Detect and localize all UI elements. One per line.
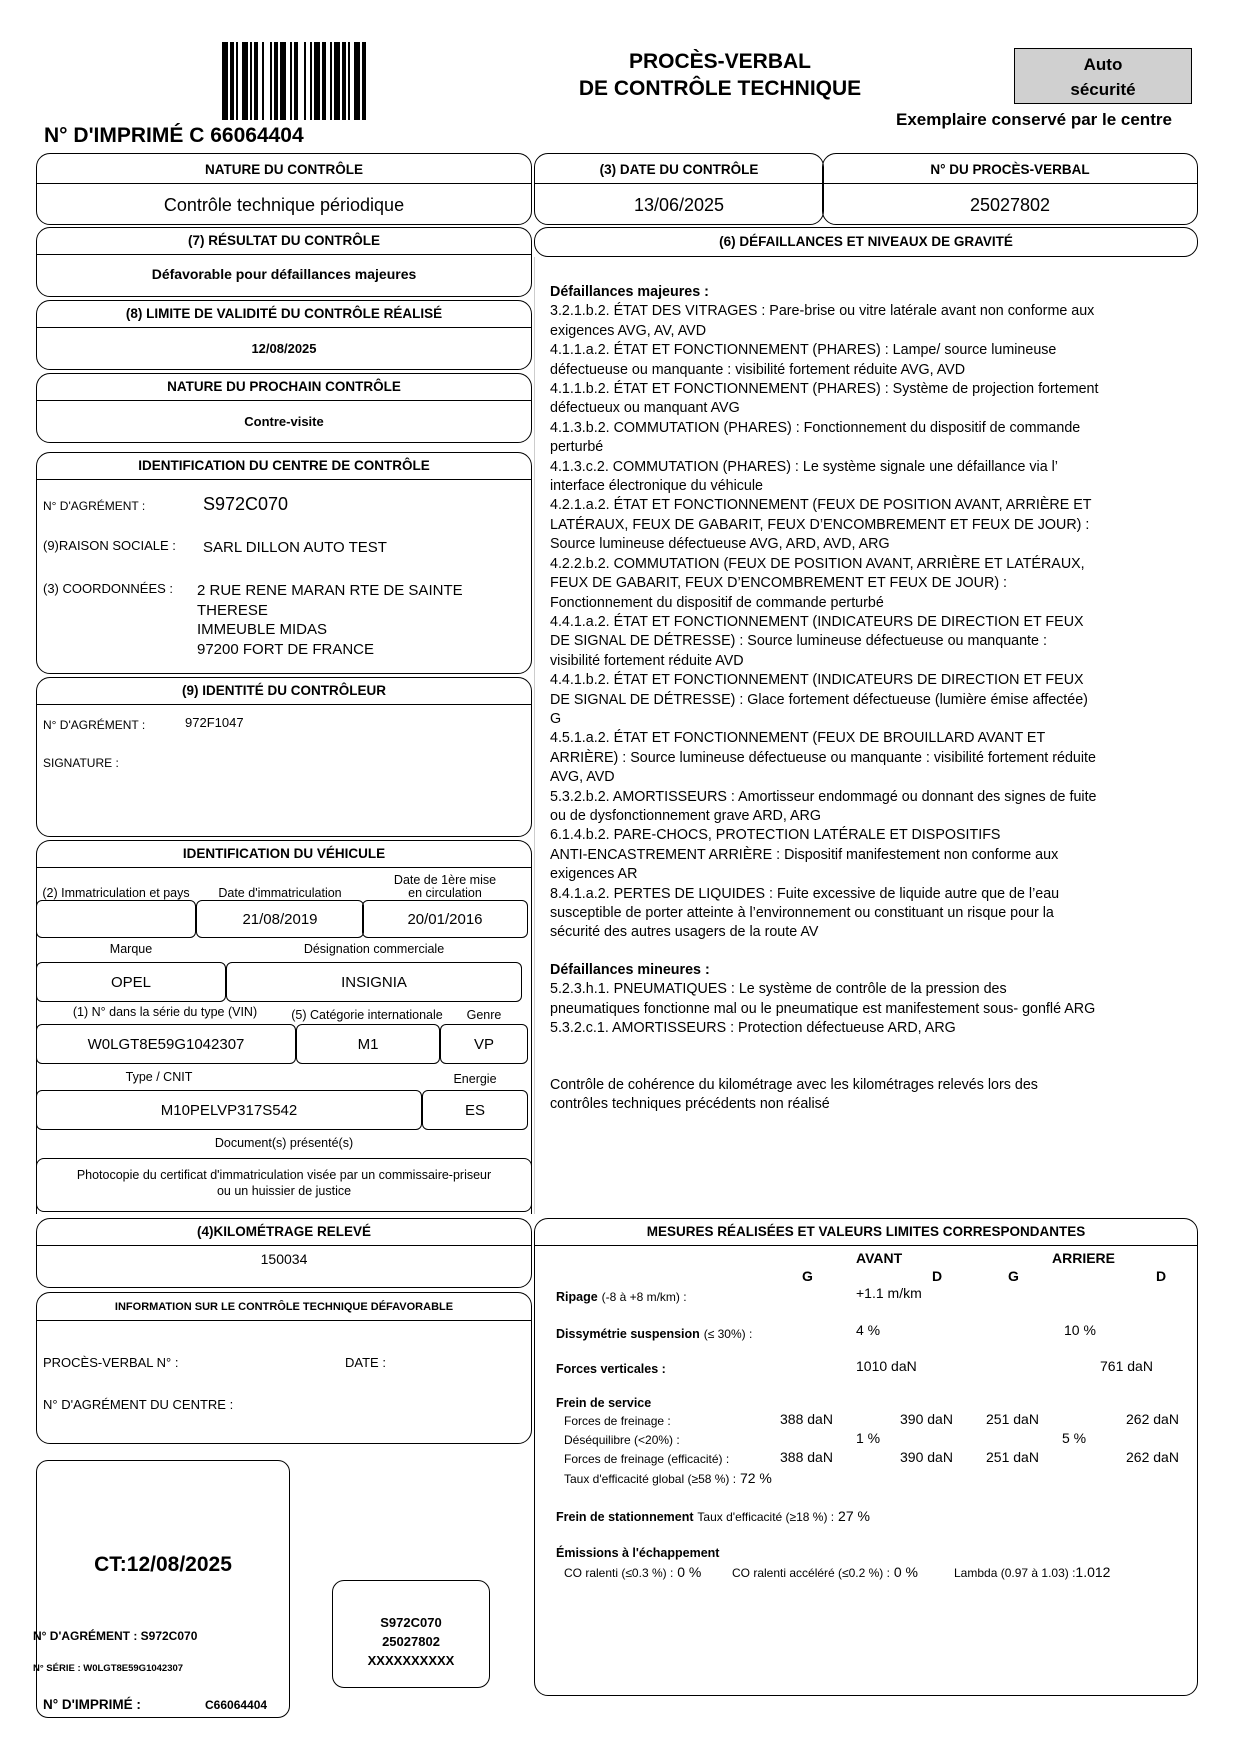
resultat-label: (7) RÉSULTAT DU CONTRÔLE [188,233,380,248]
centre-label: IDENTIFICATION DU CENTRE DE CONTRÔLE [138,458,430,473]
date-1ere-value: 20/01/2016 [362,900,528,938]
kilometrage-value: 150034 [260,1251,308,1267]
co-ralenti-label: CO ralenti (≤0.3 %) : [564,1566,674,1580]
prochain-value: Contre-visite [244,414,324,429]
prochain-label: NATURE DU PROCHAIN CONTRÔLE [167,379,401,394]
badge-line-2: sécurité [1070,80,1136,99]
majeure-line: 4.4.1.b.2. ÉTAT ET FONCTIONNEMENT (INDICATEURS DE DIRECTION ET FEUX [550,672,1084,689]
majeure-line: susceptible de porter atteinte à l’environnement ou constituant un risque pour la [550,905,1054,921]
documents-box [36,1158,532,1212]
date-controle-box [534,153,824,225]
nature-box [36,153,532,225]
majeure-line: défectueux ou manquant AVG [550,400,740,417]
barcode [222,42,424,120]
taux-global-label: Taux d'efficacité global (≥58 %) : [564,1472,737,1486]
date-1ere-label-1: Date de 1ère mise [393,873,497,887]
pv-number-value: 25027802 [969,195,1051,215]
marque-label: Marque [109,942,153,956]
categorie-label: (5) Catégorie internationale [291,1008,443,1022]
vignette-agrement: N° D'AGRÉMENT : S972C070 [33,1629,198,1643]
taux-global-row [564,1470,772,1486]
majeure-line: sécurité des autres usagers de la route AV [550,924,819,941]
majeure-line: 4.1.3.b.2. COMMUTATION (PHARES) : Fonctionnement du dispositif de commande [550,419,1081,436]
ff-avg: 388 daN [780,1411,833,1427]
nature-label: NATURE DU CONTRÔLE [205,162,363,177]
documents-line-1: Photocopie du certificat d'immatriculation visée par un commissaire-priseur [76,1168,492,1182]
limite-value: 12/08/2025 [251,341,317,356]
type-label: Type / CNIT [125,1070,193,1084]
centre-coord-label: (3) COORDONNÉES : [43,581,174,596]
co-accel-row [732,1564,918,1580]
majeure-line: 4.4.1.a.2. ÉTAT ET FONCTIONNEMENT (INDICATEURS DE DIRECTION ET FEUX [550,613,1084,630]
defavorable-agrement-label: N° D'AGRÉMENT DU CENTRE : [43,1397,234,1412]
dissym-arriere: 10 % [1064,1322,1096,1338]
co-ralenti-row [564,1564,701,1580]
fe-arg: 251 daN [986,1449,1039,1465]
majeure-line: Source lumineuse défectueuse AVG, ARD, AVD, ARG [550,536,890,553]
immat-value [36,900,196,938]
majeure-line: DE SIGNAL DE DÉTRESSE) : Source lumineuse défectueuse ou manquante : [550,633,1047,650]
majeure-line: FEUX DE GABARIT, FEUX D’ENCOMBREMENT ET FEUX DE JOUR) : [550,575,1008,592]
ff-ard: 262 daN [1126,1411,1179,1427]
genre-value: VP [440,1024,528,1064]
defavorable-date-label: DATE : [345,1355,386,1370]
avant-g-label: G [802,1268,813,1284]
forces-eff-label: Forces de freinage (efficacité) : [564,1452,730,1466]
lambda-label: Lambda (0.97 à 1.03) : [954,1566,1076,1580]
majeure-line: 4.1.1.a.2. ÉTAT ET FONCTIONNEMENT (PHARES) : Lampe/ source lumineuse [550,342,1057,359]
auto-securite-badge [1014,48,1192,104]
energie-value: ES [422,1090,528,1130]
stationnement-taux-label: Taux d'efficacité (≥18 %) : [697,1510,835,1524]
mineure-line: 5.2.3.h.1. PNEUMATIQUES : Le système de contrôle de la pression des [550,981,1007,998]
majeure-line: ANTI-ENCASTREMENT ARRIÈRE : Dispositif manifestement non conforme aux [550,846,1059,863]
title-line-2: DE CONTRÔLE TECHNIQUE [578,77,862,100]
stationnement-label: Frein de stationnement [556,1510,694,1524]
mineures-title: Défaillances mineures : [550,962,710,978]
majeure-line: 4.1.3.c.2. COMMUTATION (PHARES) : Le système signale une défaillance via l’ [550,458,1058,475]
prochain-box [36,373,532,443]
fe-avg: 388 daN [780,1449,833,1465]
limite-label: (8) LIMITE DE VALIDITÉ DU CONTRÔLE RÉALISÉ [125,306,443,321]
defavorable-pv-label: PROCÈS-VERBAL N° : [43,1355,179,1370]
majeure-line: exigences AVG, AV, AVD [550,322,707,339]
documents-value [37,1167,531,1199]
date-1ere-label-2: en circulation [408,886,482,900]
arriere-g-label: G [1008,1268,1019,1284]
vignette-imprime-label: N° D'IMPRIMÉ : [43,1697,141,1712]
coord-line: 2 RUE RENE MARAN RTE DE SAINTE [197,582,463,599]
ripage-value: +1.1 m/km [856,1285,922,1301]
defaillances-majeures [550,283,1130,943]
limite-box [36,300,532,370]
majeure-line: perturbé [550,439,604,456]
co-ralenti-value: 0 % [677,1564,702,1580]
page-title [520,48,920,102]
coord-line: THERESE [197,601,268,619]
vin-value: W0LGT8E59G1042307 [36,1024,296,1064]
forces-vert-avant: 1010 daN [856,1358,917,1374]
defavorable-box [36,1292,532,1444]
pv-number-label: N° DU PROCÈS-VERBAL [930,162,1090,177]
fe-avd: 390 daN [900,1449,953,1465]
date-1ere-label [362,874,528,900]
majeure-line: DE SIGNAL DE DÉTRESSE) : Glace fortement défectueuse (lumière émise affectée) [550,691,1088,708]
lambda-value: 1.012 [1075,1564,1111,1580]
km-note-line-1: Contrôle de cohérence du kilométrage avec les kilométrages relevés lors des [550,1077,1038,1093]
fe-ard: 262 daN [1126,1449,1179,1465]
ripage-limit: (-8 à +8 m/km) : [601,1290,687,1304]
taux-global-value: 72 % [739,1470,772,1486]
vehicule-label: IDENTIFICATION DU VÉHICULE [182,846,386,861]
designation-label: Désignation commerciale [303,942,445,956]
stamp-box [332,1580,490,1688]
controleur-agrement-label: N° D'AGRÉMENT : [43,718,146,732]
majeure-line: 4.5.1.a.2. ÉTAT ET FONCTIONNEMENT (FEUX DE BROUILLARD AVANT ET [550,730,1046,747]
ripage-row [556,1288,687,1304]
centre-coord [197,581,463,659]
title-line-1: PROCÈS-VERBAL [628,50,812,73]
forces-vert-arriere: 761 daN [1100,1358,1153,1374]
defaillances-mineures [550,961,1130,1039]
designation-value: INSIGNIA [226,962,522,1002]
majeure-line: Fonctionnement du dispositif de commande perturbé [550,594,884,611]
centre-raison-value: SARL DILLON AUTO TEST [203,539,387,556]
desequilibre-label: Déséquilibre (<20%) : [564,1433,680,1447]
controleur-agrement-value: 972F1047 [185,715,244,730]
majeure-line: défectueuse ou manquante : visibilité fortement réduite AVG, AVD [550,361,966,378]
pv-number-box [822,153,1198,225]
stationnement-row [556,1508,870,1524]
type-value: M10PELVP317S542 [36,1090,422,1130]
emissions-label: Émissions à l'échappement [556,1546,720,1560]
vignette-ct-date: CT:12/08/2025 [94,1553,232,1576]
copy-note: Exemplaire conservé par le centre [896,110,1172,129]
centre-raison-label: (9)RAISON SOCIALE : [43,538,176,553]
majeure-line: visibilité fortement réduite AVD [550,652,744,669]
ripage-label: Ripage [556,1290,598,1304]
resultat-box [36,227,532,297]
date-immat-value: 21/08/2019 [196,900,364,938]
majeure-line: 3.2.1.b.2. ÉTAT DES VITRAGES : Pare-brise ou vitre latérale avant non conforme aux [550,303,1095,320]
vin-label: (1) N° dans la série du type (VIN) [72,1005,258,1019]
marque-value: OPEL [36,962,226,1002]
mesures-label: MESURES RÉALISÉES ET VALEURS LIMITES CORRESPONDANTES [646,1224,1086,1239]
km-note [550,1076,1130,1115]
documents-label: Document(s) présenté(s) [214,1136,354,1150]
documents-line-2: ou un huissier de justice [216,1184,352,1198]
ff-arg: 251 daN [986,1411,1039,1427]
majeure-line: G [550,710,562,727]
date-controle-value: 13/06/2025 [633,195,725,215]
controleur-label: (9) IDENTITÉ DU CONTRÔLEUR [182,683,386,698]
centre-agrement-value: S972C070 [203,494,289,514]
vignette-imprime-value: C66064404 [205,1698,268,1712]
date-controle-label: (3) DATE DU CONTRÔLE [599,162,759,177]
vignette-serie: N° SÉRIE : W0LGT8E59G1042307 [33,1663,184,1674]
controleur-box [36,677,532,837]
arriere-label: ARRIERE [1052,1250,1116,1266]
co-accel-label: CO ralenti accéléré (≤0.2 %) : [732,1566,890,1580]
energie-label: Energie [453,1072,497,1086]
defavorable-label: INFORMATION SUR LE CONTRÔLE TECHNIQUE DÉFAVORABLE [114,1301,454,1313]
barcode-icon [222,42,424,120]
stationnement-value: 27 % [838,1508,870,1524]
majeure-line: AVG, AVD [550,769,615,786]
dissym-avant: 4 % [856,1322,881,1338]
frein-service-label: Frein de service [556,1396,652,1410]
lambda-row [954,1564,1110,1580]
deseq-avant: 1 % [856,1430,881,1446]
defaillances-divider [534,257,535,1214]
stamp-text [333,1613,489,1670]
stamp-line-1: S972C070 [380,1615,442,1630]
coord-line: 97200 FORT DE FRANCE [197,640,375,658]
avant-label: AVANT [856,1250,903,1266]
majeure-line: 4.2.1.a.2. ÉTAT ET FONCTIONNEMENT (FEUX DE POSITION AVANT, ARRIÈRE ET [550,497,1092,514]
majeure-line: LATÉRAUX, FEUX DE GABARIT, FEUX D’ENCOMBREMENT ET FEUX DE JOUR) : [550,516,1090,533]
majeure-line: 5.3.2.b.2. AMORTISSEURS : Amortisseur endommagé ou donnant des signes de fuite [550,788,1097,805]
majeure-line: 4.1.1.b.2. ÉTAT ET FONCTIONNEMENT (PHARES) : Système de projection fortement [550,381,1099,398]
ff-avd: 390 daN [900,1411,953,1427]
defaillances-header [534,227,1198,257]
dissym-row [556,1325,752,1341]
stamp-line-3: XXXXXXXXXX [367,1653,455,1668]
majeure-line: 4.2.2.b.2. COMMUTATION (FEUX DE POSITION AVANT, ARRIÈRE ET LATÉRAUX, [550,555,1085,572]
stamp-line-2: 25027802 [382,1634,440,1649]
dissym-label: Dissymétrie suspension [556,1327,700,1341]
mineure-line: pneumatiques fonctionne mal ou le pneumatique est manifestement sous- gonflé ARG [550,1000,1096,1017]
signature-label: SIGNATURE : [43,756,119,770]
km-note-line-2: contrôles techniques précédents non réalisé [550,1096,830,1113]
badge-line-1: Auto [1083,55,1123,74]
kilometrage-label: (4)KILOMÉTRAGE RELEVÉ [196,1224,371,1239]
coord-line: IMMEUBLE MIDAS [197,621,328,638]
immat-label: (2) Immatriculation et pays [42,886,190,900]
nature-value: Contrôle technique périodique [163,195,405,215]
dissym-limit: (≤ 30%) : [703,1327,753,1341]
date-immat-label: Date d'immatriculation [218,886,342,900]
categorie-value: M1 [296,1024,440,1064]
kilometrage-box [36,1218,532,1288]
forces-vert-label: Forces verticales : [556,1362,666,1376]
co-accel-value: 0 % [893,1564,918,1580]
centre-box [36,452,532,674]
majeure-line: exigences AR [550,866,638,883]
majeures-title: Défaillances majeures : [550,284,709,300]
mineure-line: 5.3.2.c.1. AMORTISSEURS : Protection défectueuse ARD, ARG [550,1020,956,1037]
majeure-line: ou de dysfonctionnement grave ARD, ARG [550,807,821,824]
majeure-line: interface électronique du véhicule [550,478,764,495]
vignette-box [33,1460,290,1718]
defaillances-label: (6) DÉFAILLANCES ET NIVEAUX DE GRAVITÉ [719,234,1013,249]
genre-label: Genre [466,1008,502,1022]
majeure-line: 6.1.4.b.2. PARE-CHOCS, PROTECTION LATÉRALE ET DISPOSITIFS [550,827,1001,844]
arriere-d-label: D [1156,1268,1167,1284]
resultat-value: Défavorable pour défaillances majeures [151,266,417,282]
print-number: N° D'IMPRIMÉ C 66064404 [44,124,304,147]
centre-agrement-label: N° D'AGRÉMENT : [43,499,146,513]
forces-freinage-label: Forces de freinage : [564,1414,671,1428]
majeure-line: 8.4.1.a.2. PERTES DE LIQUIDES : Fuite excessive de liquide autre que de l’eau [550,885,1060,902]
avant-d-label: D [932,1268,943,1284]
deseq-arriere: 5 % [1062,1430,1087,1446]
majeure-line: ARRIÈRE) : Source lumineuse défectueuse ou manquante : visibilité fortement réduite [550,749,1096,766]
